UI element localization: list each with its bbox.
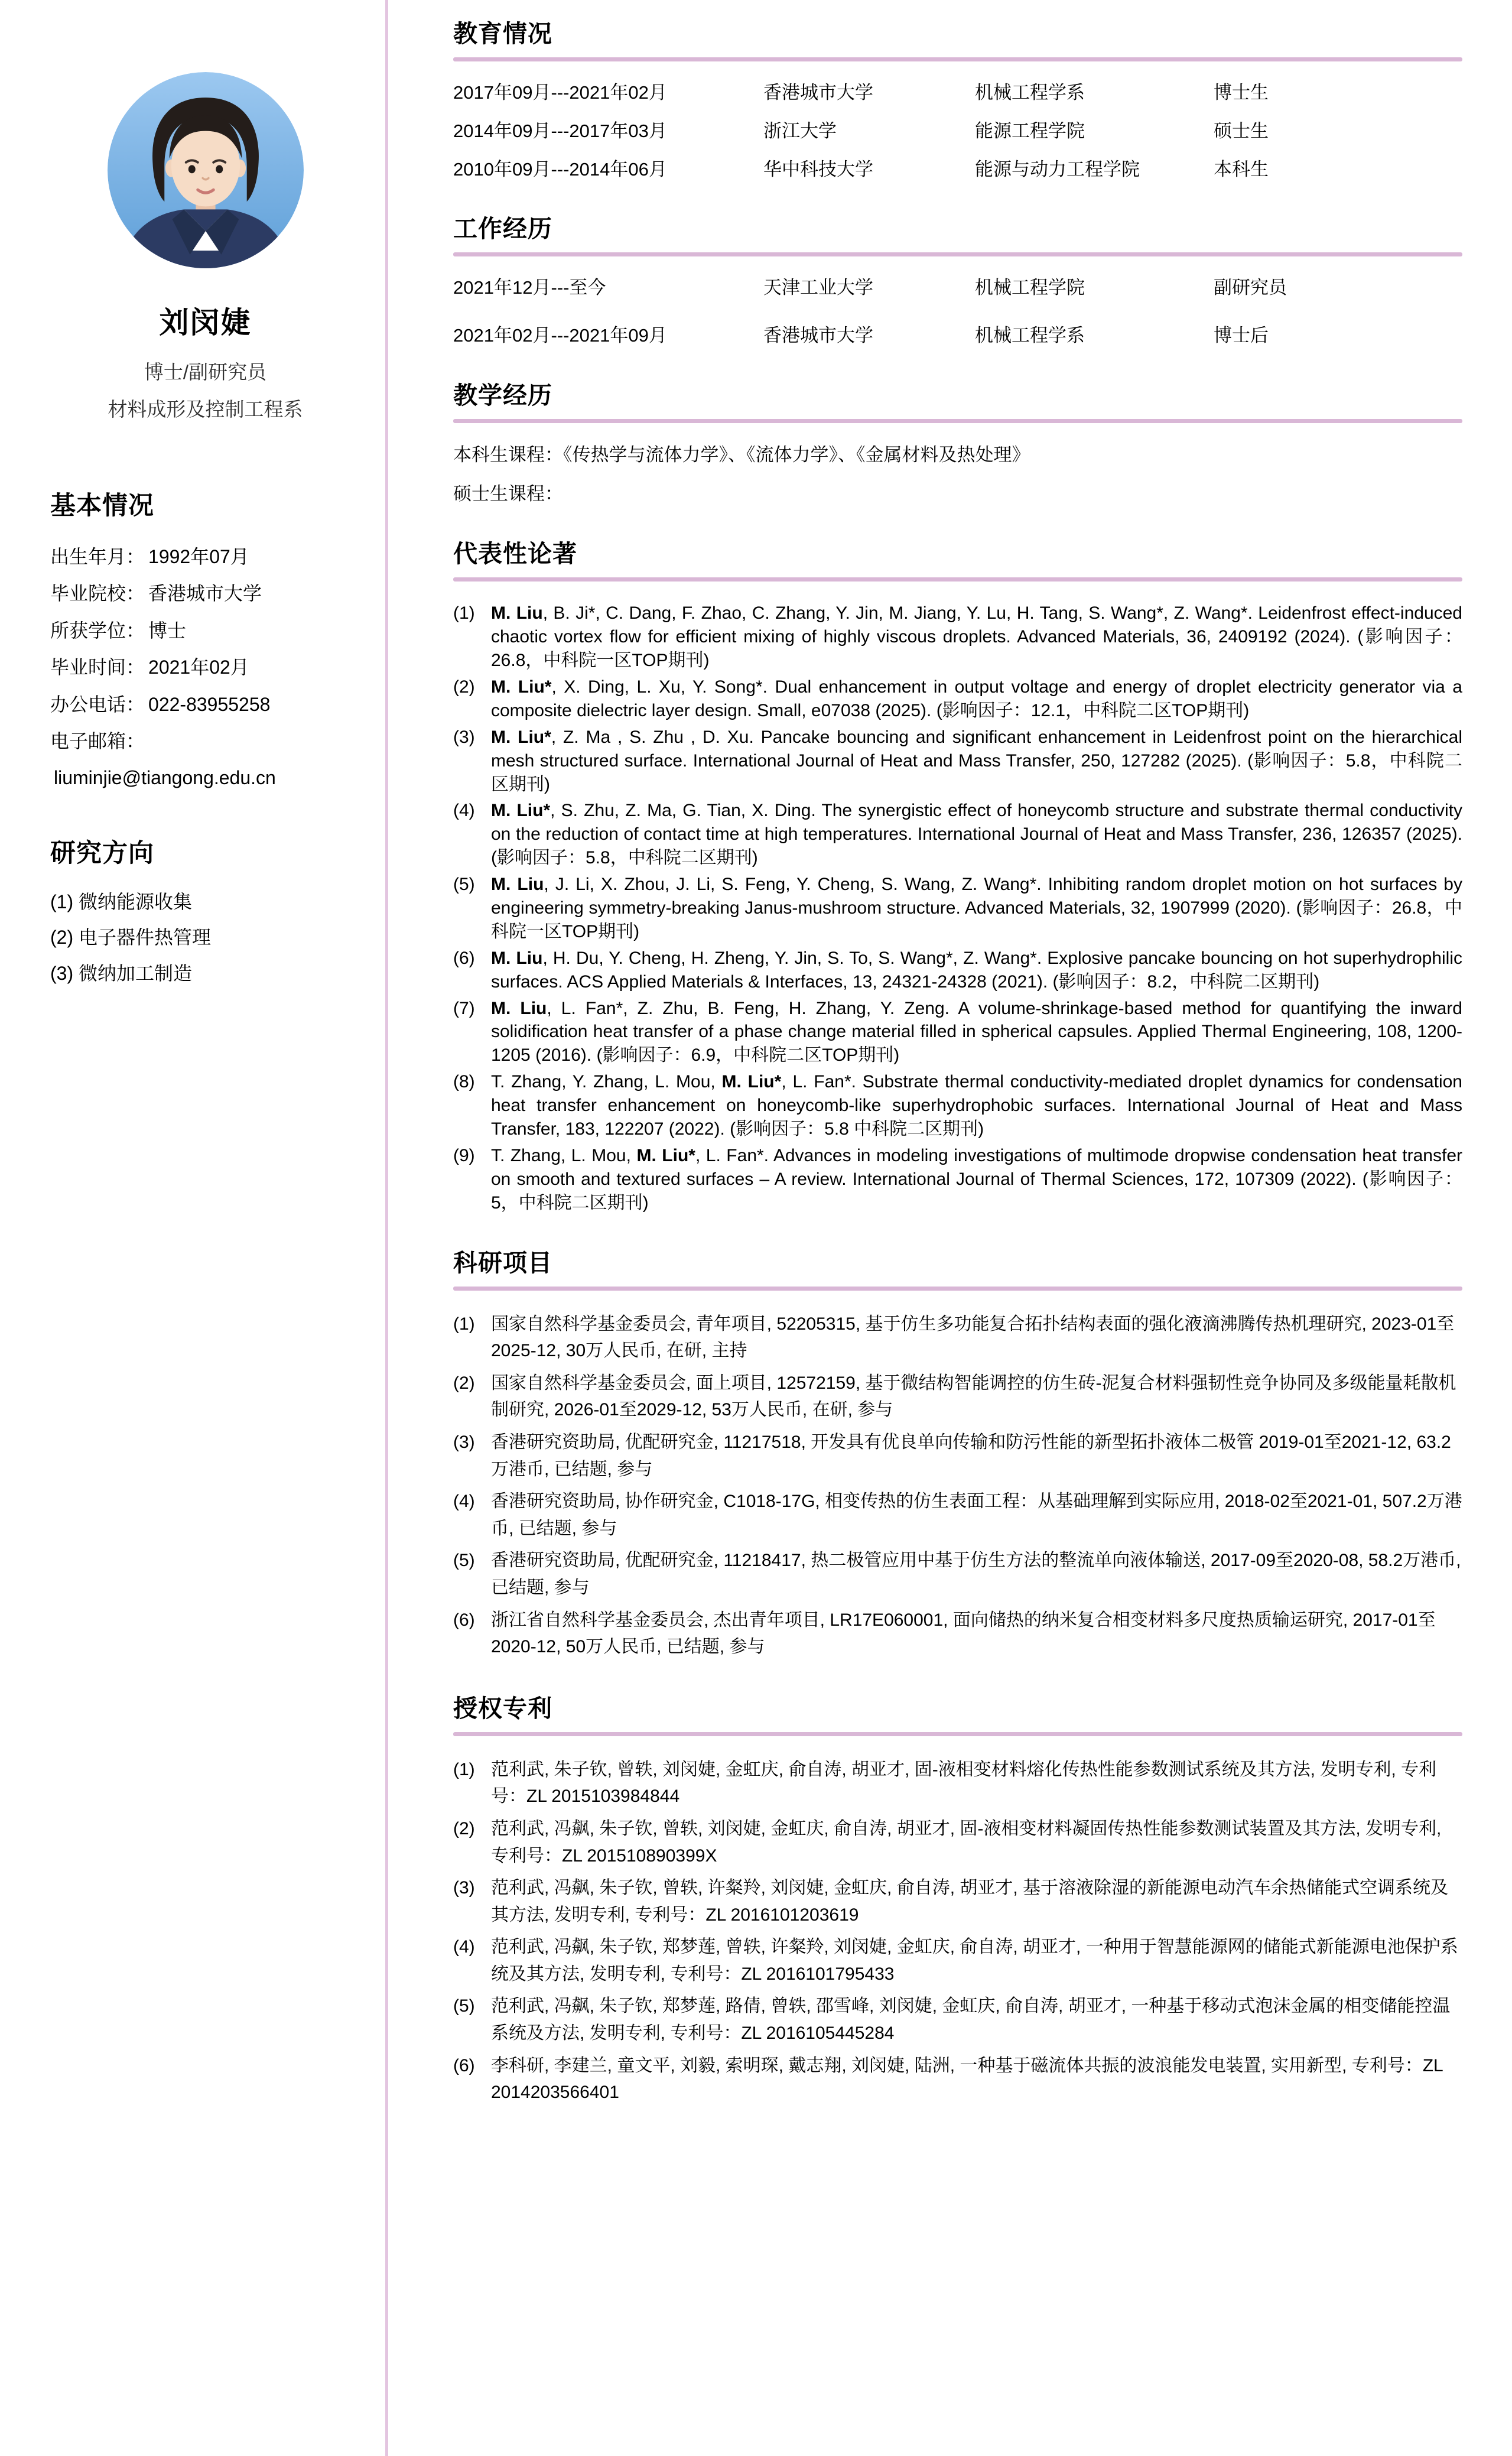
section-patents — [453, 1689, 1462, 2106]
publication-segment: , Z. Ma , S. Zhu , D. Xu. Pancake bouncing and significant enhancement in Leidenfrost point on the hierarchical mesh structured surface. International Journal of Heat and Mass Transfer, 250, 127282 (2025). (影响因子：5.8，中科院二区期刊) — [491, 727, 1462, 794]
basic-info-label: 毕业时间： — [50, 657, 145, 678]
section-publications — [453, 534, 1462, 1214]
publication-author-highlight: M. Liu* — [491, 801, 551, 821]
patents-header: 授权专利 — [453, 1694, 552, 1722]
publications-list — [453, 602, 1462, 1214]
publication-segment: , H. Du, Y. Cheng, H. Zheng, Y. Jin, S. To, S. Wang*, Z. Wang*. Explosive pancake bouncing on hot superhydrophilic surfaces. ACS Applied Materials & Interfaces, 13, 24321-24328 (2021). (影响因子：8.2，中科院二区期刊) — [491, 948, 1462, 992]
project-item-number: (2) — [453, 1373, 475, 1393]
role-cell: 副研究员 — [1214, 277, 1287, 298]
publication-text — [491, 727, 1462, 794]
basic-info-row — [50, 656, 360, 678]
project-text: 香港研究资助局, 协作研究金, C1018-17G, 相变传热的仿生表面工程：从基础理解到实际应用, 2018-02至2021-01, 507.2万港币, 已结题, 参与 — [491, 1492, 1462, 1538]
work-header: 工作经历 — [453, 215, 552, 243]
publication-item — [453, 726, 1462, 797]
publication-text — [491, 999, 1462, 1065]
publication-item — [453, 997, 1462, 1068]
school-cell: 香港城市大学 — [763, 82, 873, 103]
publication-number: (4) — [453, 801, 475, 821]
period-cell: 2014年09月---2017年03月 — [453, 120, 667, 141]
person-department: 材料成形及控制工程系 — [108, 398, 303, 420]
project-item — [453, 1547, 1462, 1601]
project-item-number: (4) — [453, 1492, 475, 1512]
publication-text — [491, 677, 1462, 720]
publications-header: 代表性论著 — [453, 540, 577, 568]
publication-author-highlight: M. Liu — [491, 998, 547, 1018]
section-teaching — [453, 376, 1462, 506]
publication-number: (5) — [453, 875, 475, 895]
education-header: 教育情况 — [453, 20, 552, 47]
section-projects — [453, 1243, 1462, 1661]
project-text: 国家自然科学基金委员会, 面上项目, 12572159, 基于微结构智能调控的仿生砖-泥复合材料强韧性竞争协同及多级能量耗散机制研究, 2026-01至2029-12, 53万人民币, 在研, 参与 — [491, 1373, 1456, 1420]
publication-text — [491, 948, 1462, 992]
patent-text: 范利武, 冯飙, 朱子钦, 郑梦莲, 路倩, 曾轶, 邵雪峰, 刘闵婕, 金虹庆, 俞自涛, 胡亚才, 一种基于移动式泡沫金属的相变储能控温系统及方法, 发明专利, 专利号：ZL 2016105445284 — [491, 1996, 1451, 2044]
department-cell: 机械工程学系 — [975, 325, 1085, 346]
publication-segment: , L. Fan*. Substrate thermal conductivity-mediated droplet dynamics for condensation heat transfer enhancement on honeycomb-like superhydrophobic surfaces. International Journal of Heat and Mass Transfer, 183, 122207 (2022). (影响因子：5.8 中科院二区期刊) — [491, 1072, 1462, 1139]
publication-number: (2) — [453, 677, 475, 697]
school-cell: 浙江大学 — [763, 120, 837, 141]
patents-rule — [453, 1732, 1462, 1736]
basic-info-label: 所获学位： — [50, 619, 145, 641]
publication-segment: , X. Ding, L. Xu, Y. Song*. Dual enhancement in output voltage and energy of droplet electricity generator via a composite dielectric layer design. Small, e07038 (2025). (影响因子：12.1，中科院二区TOP期刊) — [491, 677, 1462, 720]
patent-text: 李科研, 李建兰, 童文平, 刘毅, 索明琛, 戴志翔, 刘闵婕, 陆洲, 一种基于磁流体共振的波浪能发电装置, 实用新型, 专利号：ZL 2014203566401 — [491, 2055, 1443, 2103]
school-cell: 天津工业大学 — [763, 277, 873, 298]
basic-info-value: 博士 — [148, 619, 187, 641]
section-work — [453, 209, 1462, 347]
publication-item — [453, 799, 1462, 870]
projects-rule — [453, 1287, 1462, 1291]
project-item — [453, 1488, 1462, 1542]
patent-item — [453, 1815, 1462, 1869]
section-education — [453, 14, 1462, 181]
project-item-number: (1) — [453, 1314, 475, 1334]
portrait-illustration — [108, 72, 304, 268]
period-cell: 2021年12月---至今 — [453, 277, 606, 298]
basic-info-row — [50, 766, 360, 789]
publication-text — [491, 603, 1462, 670]
publication-text — [491, 1146, 1462, 1213]
profile-photo — [108, 72, 304, 268]
publication-author-highlight: M. Liu — [491, 875, 544, 895]
publication-segment: T. Zhang, Y. Zhang, L. Mou, — [491, 1072, 722, 1092]
research-directions-list — [50, 891, 360, 985]
research-direction-item: (1) 微纳能源收集 — [50, 891, 193, 912]
project-text: 香港研究资助局, 优配研究金, 11217518, 开发具有优良单向传输和防污性能的新型拓扑液体二极管 2019-01至2021-12, 63.2万港币, 已结题, 参与 — [491, 1432, 1451, 1479]
patent-text: 范利武, 朱子钦, 曾轶, 刘闵婕, 金虹庆, 俞自涛, 胡亚才, 固-液相变材料熔化传热性能参数测试系统及其方法, 发明专利, 专利号：ZL 2015103984844 — [491, 1759, 1437, 1807]
patent-item-number: (5) — [453, 1996, 475, 2016]
publication-author-highlight: M. Liu* — [491, 727, 551, 747]
period-cell: 2021年02月---2021年09月 — [453, 325, 667, 346]
basic-info-row — [50, 730, 360, 752]
graduate-courses-line: 硕士生课程： — [453, 483, 563, 505]
school-cell: 香港城市大学 — [763, 325, 873, 346]
publication-number: (6) — [453, 948, 475, 968]
publication-text — [491, 875, 1462, 941]
patent-item-number: (3) — [453, 1878, 475, 1898]
patent-item-number: (6) — [453, 2055, 475, 2075]
patent-item — [453, 1934, 1462, 1987]
patent-text: 范利武, 冯飙, 朱子钦, 曾轶, 刘闵婕, 金虹庆, 俞自涛, 胡亚才, 固-液相变材料凝固传热性能参数测试装置及其方法, 发明专利, 专利号：ZL 201510890399X — [491, 1818, 1442, 1866]
publication-item — [453, 947, 1462, 994]
patent-item — [453, 1993, 1462, 2046]
project-item-number: (5) — [453, 1551, 475, 1571]
project-text: 香港研究资助局, 优配研究金, 11218417, 热二极管应用中基于仿生方法的整流单向液体输送, 2017-09至2020-08, 58.2万港币, 已结题, 参与 — [491, 1551, 1461, 1597]
education-rows — [453, 82, 1462, 181]
department-cell: 能源工程学院 — [975, 120, 1085, 141]
publication-author-highlight: M. Liu — [491, 948, 543, 968]
person-name: 刘闵婕 — [159, 306, 252, 339]
teaching-header: 教学经历 — [453, 381, 552, 409]
project-item-number: (6) — [453, 1610, 475, 1630]
patents-list — [453, 1756, 1462, 2106]
research-direction-item: (3) 微纳加工制造 — [50, 962, 193, 984]
publication-author-highlight: M. Liu* — [491, 677, 552, 697]
publication-author-highlight: M. Liu* — [721, 1072, 782, 1092]
patent-item — [453, 1756, 1462, 1810]
publications-rule — [453, 577, 1462, 581]
basic-info-row — [50, 693, 360, 716]
basic-info-value: 1992年07月 — [148, 546, 249, 567]
department-cell: 机械工程学院 — [975, 277, 1085, 298]
work-rows — [453, 277, 1462, 347]
research-directions-header: 研究方向 — [50, 839, 154, 868]
publication-author-highlight: M. Liu — [491, 603, 543, 623]
basic-info-label: 办公电话： — [50, 693, 145, 715]
publication-segment: T. Zhang, L. Mou, — [491, 1145, 637, 1165]
patent-item-number: (4) — [453, 1937, 475, 1957]
patent-item — [453, 2052, 1462, 2106]
basic-info-row — [50, 619, 360, 642]
publication-segment: , J. Li, X. Zhou, J. Li, S. Feng, Y. Cheng, S. Wang, Z. Wang*. Inhibiting random droplet motion on hot surfaces by engineering symmetry-breaking Janus-mushroom structure. Advanced Materials, 32, 1907999 (2020). (影响因子：26.8，中科院一区TOP期刊) — [491, 875, 1462, 941]
patent-text: 范利武, 冯飙, 朱子钦, 曾轶, 许粲羚, 刘闵婕, 金虹庆, 俞自涛, 胡亚才, 基于溶液除湿的新能源电动汽车余热储能式空调系统及其方法, 发明专利, 专利号：ZL 2016101203619 — [491, 1878, 1449, 1925]
period-cell: 2017年09月---2021年02月 — [453, 82, 667, 103]
publication-item — [453, 873, 1462, 944]
basic-info-row — [50, 582, 360, 605]
publication-number: (7) — [453, 998, 475, 1018]
basic-info-value: 022-83955258 — [148, 693, 271, 715]
project-text: 国家自然科学基金委员会, 青年项目, 52205315, 基于仿生多功能复合拓扑结构表面的强化液滴沸腾传热机理研究, 2023-01至2025-12, 30万人民币, 在研, 主持 — [491, 1314, 1455, 1361]
role-cell: 博士生 — [1214, 82, 1269, 103]
basic-info-row — [50, 545, 360, 568]
basic-info-value: 香港城市大学 — [148, 583, 262, 605]
patent-item — [453, 1875, 1462, 1928]
basic-info-label: 出生年月： — [50, 546, 145, 567]
publication-item — [453, 675, 1462, 723]
basic-info-value: liuminjie@tiangong.edu.cn — [54, 767, 276, 789]
work-rule — [453, 252, 1462, 256]
main-content — [388, 0, 1512, 2456]
education-rule — [453, 57, 1462, 61]
publication-item — [453, 1144, 1462, 1215]
publication-number: (9) — [453, 1145, 475, 1165]
person-title: 博士/副研究员 — [144, 361, 267, 383]
education-row — [453, 120, 1462, 143]
project-item — [453, 1311, 1462, 1365]
teaching-rule — [453, 419, 1462, 423]
publication-item — [453, 1070, 1462, 1141]
publication-number: (3) — [453, 727, 475, 747]
publication-text — [491, 1072, 1462, 1139]
publication-segment: , L. Fan*, Z. Zhu, B. Feng, H. Zhang, Y. Zeng. A volume-shrinkage-based method for quantifying the inward solidification heat transfer of a phase change material filled in spherical capsules. Applied Thermal Engineering, 108, 1200-1205 (2016). (影响因子：6.9，中科院二区TOP期刊) — [491, 998, 1462, 1065]
department-cell: 机械工程学系 — [975, 82, 1085, 103]
patent-item-number: (2) — [453, 1818, 475, 1838]
period-cell: 2010年09月---2014年06月 — [453, 158, 667, 180]
publication-segment: , S. Zhu, Z. Ma, G. Tian, X. Ding. The synergistic effect of honeycomb structure and substrate thermal conductivity on the reduction of contact time at high temperatures. International Journal of Heat and Mass Transfer, 236, 126357 (2025). (影响因子：5.8，中科院二区期刊) — [491, 801, 1462, 868]
publication-segment: , B. Ji*, C. Dang, F. Zhao, C. Zhang, Y. Jin, M. Jiang, Y. Lu, H. Tang, S. Wang*, Z. Wang*. Leidenfrost effect-induced chaotic vortex flow for efficient mixing of highly viscous droplets. Advanced Materials, 36, 2409192 (2024). (影响因子：26.8，中科院一区TOP期刊) — [491, 603, 1462, 671]
education-row — [453, 158, 1462, 181]
education-row — [453, 82, 1462, 105]
basic-info-label: 毕业院校： — [50, 583, 145, 605]
publication-number: (8) — [453, 1072, 475, 1092]
publication-item — [453, 602, 1462, 673]
role-cell: 博士后 — [1214, 325, 1269, 346]
basic-info-label: 电子邮箱： — [50, 730, 145, 752]
undergraduate-courses-line: 本科生课程：《传热学与流体力学》、《流体力学》、《金属材料及热处理》 — [453, 444, 1030, 465]
project-text: 浙江省自然科学基金委员会, 杰出青年项目, LR17E060001, 面向储热的纳米复合相变材料多尺度热质输运研究, 2017-01至2020-12, 50万人民币, 已结题, 参与 — [491, 1610, 1436, 1657]
role-cell: 硕士生 — [1214, 120, 1269, 141]
work-row — [453, 324, 1462, 347]
publication-segment: , L. Fan*. Advances in modeling investigations of multimode dropwise condensation heat transfer on smooth and textured surfaces – A review. International Journal of Thermal Sciences, 172, 107309 (2022). (影响因子：5，中科院二区期刊) — [491, 1145, 1462, 1213]
project-item — [453, 1607, 1462, 1661]
role-cell: 本科生 — [1214, 158, 1269, 180]
basic-info-list — [50, 545, 360, 790]
projects-list — [453, 1311, 1462, 1661]
projects-header: 科研项目 — [453, 1249, 552, 1276]
patent-item-number: (1) — [453, 1759, 475, 1779]
publication-author-highlight: M. Liu* — [636, 1145, 695, 1165]
school-cell: 华中科技大学 — [763, 158, 873, 180]
project-item — [453, 1429, 1462, 1483]
publication-text — [491, 801, 1462, 868]
project-item — [453, 1370, 1462, 1424]
project-item-number: (3) — [453, 1432, 475, 1452]
sidebar — [0, 0, 385, 2456]
publication-number: (1) — [453, 603, 475, 623]
work-row — [453, 277, 1462, 300]
patent-text: 范利武, 冯飙, 朱子钦, 郑梦莲, 曾轶, 许粲羚, 刘闵婕, 金虹庆, 俞自涛, 胡亚才, 一种用于智慧能源网的储能式新能源电池保护系统及其方法, 发明专利, 专利号：ZL 2016101795433 — [491, 1937, 1458, 1984]
basic-info-value: 2021年02月 — [148, 657, 249, 678]
research-direction-item: (2) 电子器件热管理 — [50, 927, 212, 948]
basic-info-header: 基本情况 — [50, 492, 154, 520]
department-cell: 能源与动力工程学院 — [975, 158, 1140, 180]
